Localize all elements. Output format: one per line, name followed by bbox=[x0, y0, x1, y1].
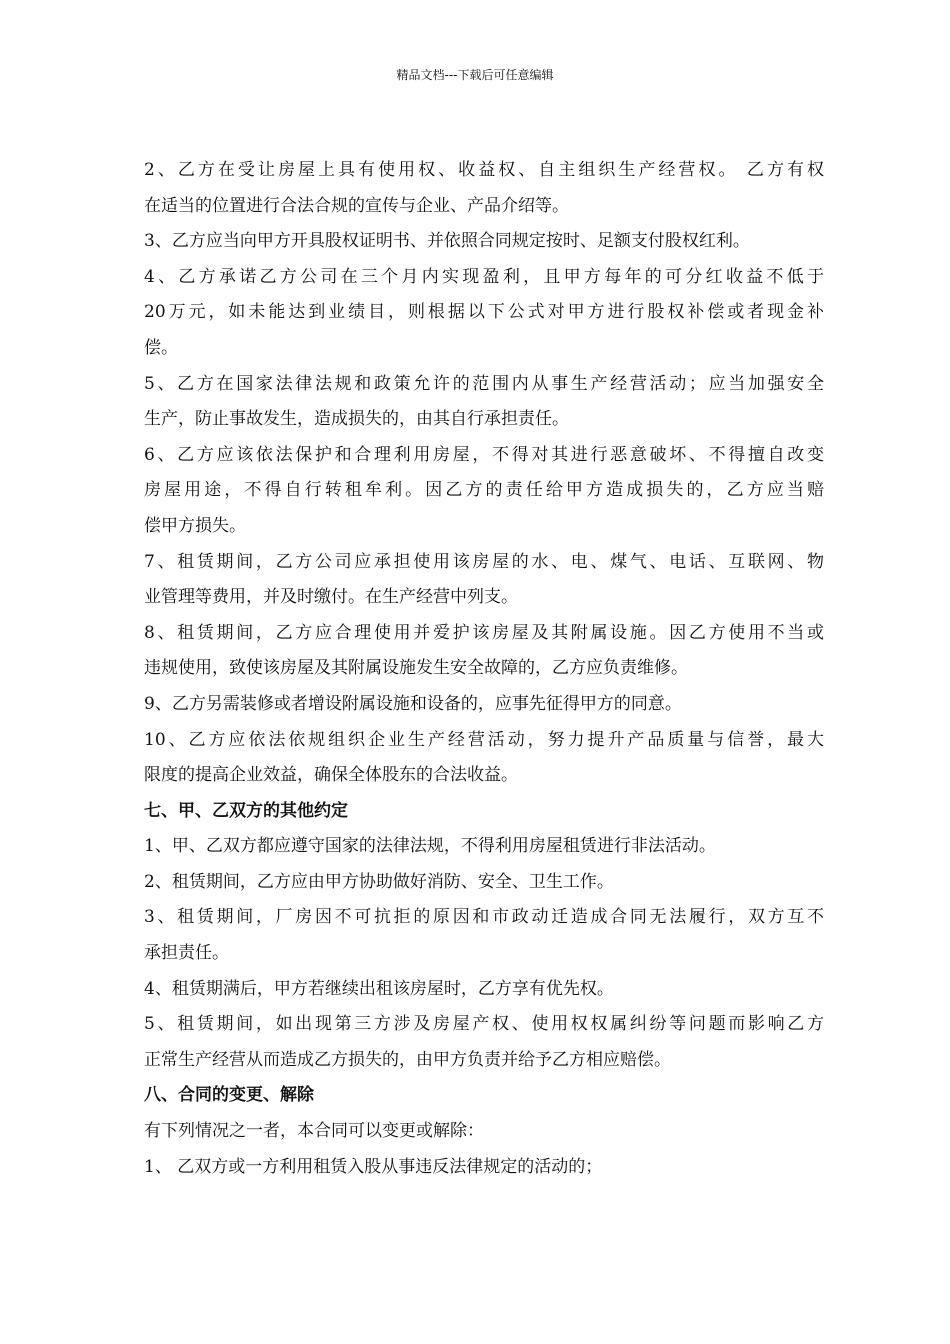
text-line: 在适当的位置进行合法合规的宣传与企业、产品介绍等。 bbox=[144, 195, 569, 216]
text-line: 4、乙方承诺乙方公司在三个月内实现盈利，且甲方每年的可分红收益不低于 bbox=[144, 266, 824, 287]
text-line: 限度的提高企业效益，确保全体股东的合法收益。 bbox=[144, 765, 518, 786]
text-line: 5、乙方在国家法律法规和政策允许的范围内从事生产经营活动；应当加强安全 bbox=[144, 373, 824, 394]
text-line: 10、乙方应依法依规组织企业生产经营活动，努力提升产品质量与信誉，最大 bbox=[144, 729, 824, 750]
text-line: 4、租赁期满后，甲方若继续出租该房屋时，乙方享有优先权。 bbox=[144, 978, 614, 999]
text-line: 业管理等费用，并及时缴付。在生产经营中列支。 bbox=[144, 587, 518, 608]
section-heading: 七、甲、乙双方的其他约定 bbox=[144, 800, 348, 821]
text-line: 2、乙方在受让房屋上具有使用权、收益权、自主组织生产经营权。 乙方有权 bbox=[144, 160, 824, 180]
section-heading: 八、合同的变更、解除 bbox=[144, 1085, 314, 1106]
text-line: 1、甲、乙双方都应遵守国家的法律法规，不得利用房屋租赁进行非法活动。 bbox=[144, 836, 716, 857]
text-line: 违规使用，致使该房屋及其附属设施发生安全故障的，乙方应负责维修。 bbox=[144, 658, 688, 679]
text-line: 6、乙方应该依法保护和合理利用房屋，不得对其进行恶意破坏、不得擅自改变 bbox=[144, 444, 824, 465]
text-line: 承担责任。 bbox=[144, 943, 229, 964]
text-line: 房屋用途，不得自行转租牟利。因乙方的责任给甲方造成损失的，乙方应当赔 bbox=[144, 480, 824, 501]
text-line: 正常生产经营从而造成乙方损失的，由甲方负责并给予乙方相应赔偿。 bbox=[144, 1049, 671, 1070]
text-line: 3、乙方应当向甲方开具股权证明书、并依照合同规定按时、足额支付股权红利。 bbox=[144, 231, 750, 252]
text-line: 偿甲方损失。 bbox=[144, 515, 246, 536]
text-line: 3、租赁期间，厂房因不可抗拒的原因和市政动迁造成合同无法履行，双方互不 bbox=[144, 907, 824, 928]
text-line: 5、租赁期间，如出现第三方涉及房屋产权、使用权权属纠纷等问题而影响乙方 bbox=[144, 1014, 824, 1035]
text-line: 生产，防止事故发生，造成损失的，由其自行承担责任。 bbox=[144, 409, 569, 430]
text-line: 20万元，如未能达到业绩目，则根据以下公式对甲方进行股权补偿或者现金补 bbox=[144, 302, 824, 323]
text-line: 有下列情况之一者，本合同可以变更或解除： bbox=[144, 1121, 484, 1142]
text-line: 9、乙方另需装修或者增设附属设施和设备的，应事先征得甲方的同意。 bbox=[144, 693, 682, 714]
document-body bbox=[144, 153, 824, 1185]
text-line: 2、租赁期间，乙方应由甲方协助做好消防、安全、卫生工作。 bbox=[144, 871, 614, 892]
text-line: 7、租赁期间，乙方公司应承担使用该房屋的水、电、煤气、电话、互联网、物 bbox=[144, 551, 824, 572]
text-line: 1、 乙双方或一方利用租赁入股从事违反法律规定的活动的； bbox=[144, 1156, 603, 1177]
text-line: 偿。 bbox=[144, 337, 178, 358]
page-header: 精品文档---下载后可任意编辑 bbox=[396, 68, 554, 82]
text-line: 8、租赁期间，乙方应合理使用并爱护该房屋及其附属设施。因乙方使用不当或 bbox=[144, 622, 824, 643]
